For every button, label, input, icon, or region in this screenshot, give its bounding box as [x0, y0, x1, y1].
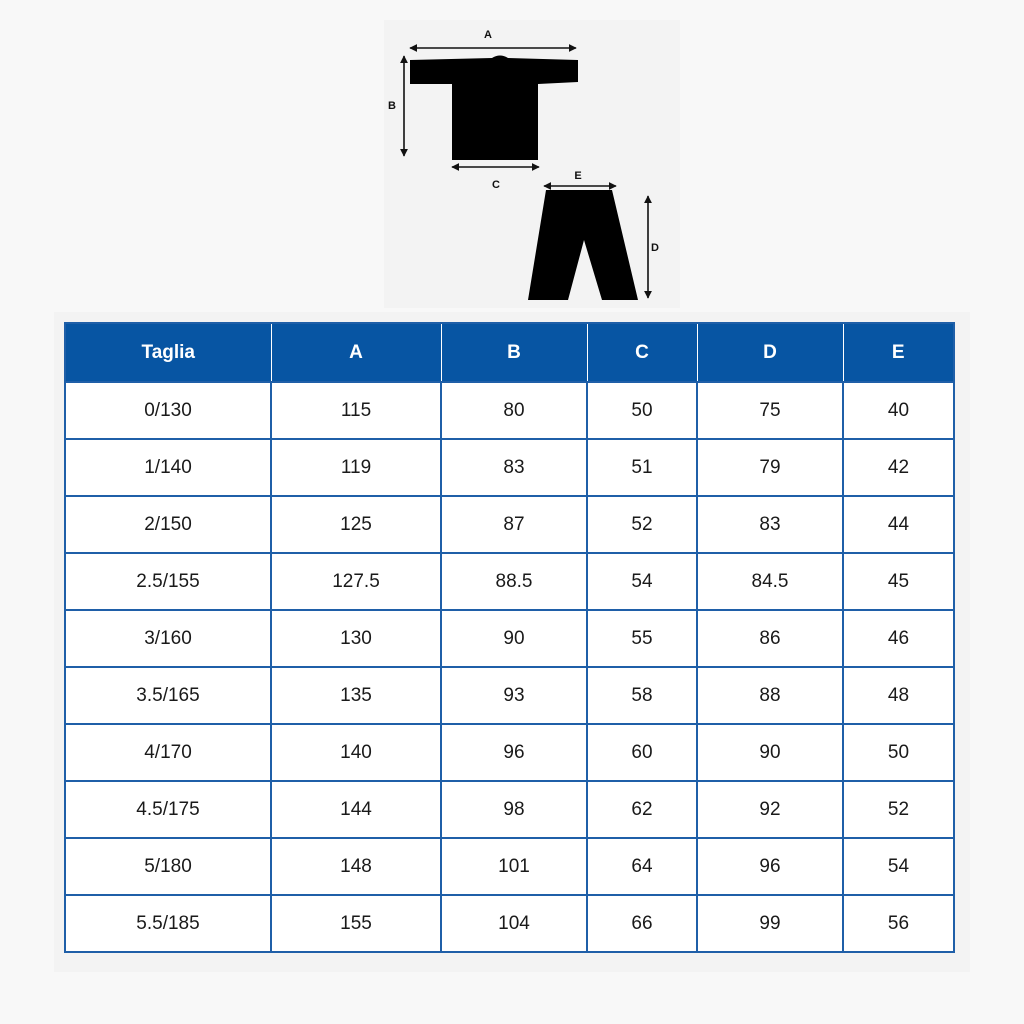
size-table-body [65, 382, 954, 952]
cell-a: 119 [271, 439, 441, 496]
cell-e: 46 [843, 610, 954, 667]
cell-e: 48 [843, 667, 954, 724]
cell-a: 144 [271, 781, 441, 838]
cell-d: 99 [697, 895, 843, 952]
cell-taglia: 1/140 [65, 439, 271, 496]
cell-d: 92 [697, 781, 843, 838]
header-row [65, 323, 954, 382]
cell-a: 140 [271, 724, 441, 781]
cell-taglia: 5/180 [65, 838, 271, 895]
dimension-d-label: D [651, 242, 659, 254]
cell-d: 96 [697, 838, 843, 895]
dimension-c-label: C [492, 179, 500, 191]
table-row [65, 667, 954, 724]
cell-d: 84.5 [697, 553, 843, 610]
cell-taglia: 2/150 [65, 496, 271, 553]
table-row [65, 553, 954, 610]
cell-c: 64 [587, 838, 697, 895]
cell-b: 80 [441, 382, 587, 439]
cell-e: 42 [843, 439, 954, 496]
size-diagram [384, 20, 680, 308]
header-cell-c: C [587, 323, 697, 382]
cell-b: 104 [441, 895, 587, 952]
cell-d: 90 [697, 724, 843, 781]
table-row [65, 781, 954, 838]
cell-e: 52 [843, 781, 954, 838]
table-row [65, 895, 954, 952]
dimension-a-label: A [484, 29, 492, 41]
header-cell-taglia: Taglia [65, 323, 271, 382]
size-table-panel [54, 312, 970, 972]
table-row [65, 610, 954, 667]
cell-taglia: 5.5/185 [65, 895, 271, 952]
cell-taglia: 3.5/165 [65, 667, 271, 724]
cell-b: 88.5 [441, 553, 587, 610]
cell-b: 96 [441, 724, 587, 781]
table-row [65, 838, 954, 895]
cell-d: 75 [697, 382, 843, 439]
cell-b: 90 [441, 610, 587, 667]
cell-d: 86 [697, 610, 843, 667]
cell-taglia: 3/160 [65, 610, 271, 667]
cell-taglia: 2.5/155 [65, 553, 271, 610]
jacket-icon [410, 56, 578, 161]
cell-c: 51 [587, 439, 697, 496]
header-cell-a: A [271, 323, 441, 382]
cell-b: 83 [441, 439, 587, 496]
trousers-icon [528, 190, 638, 300]
header-cell-d: D [697, 323, 843, 382]
cell-taglia: 4/170 [65, 724, 271, 781]
table-row [65, 439, 954, 496]
cell-a: 155 [271, 895, 441, 952]
cell-e: 54 [843, 838, 954, 895]
header-cell-e: E [843, 323, 954, 382]
cell-e: 56 [843, 895, 954, 952]
table-row [65, 724, 954, 781]
header-cell-b: B [441, 323, 587, 382]
cell-c: 55 [587, 610, 697, 667]
cell-d: 79 [697, 439, 843, 496]
cell-e: 40 [843, 382, 954, 439]
cell-c: 54 [587, 553, 697, 610]
cell-a: 115 [271, 382, 441, 439]
cell-c: 50 [587, 382, 697, 439]
cell-c: 62 [587, 781, 697, 838]
cell-a: 125 [271, 496, 441, 553]
garment-diagram-svg [384, 20, 680, 308]
dimension-e-label: E [574, 170, 582, 182]
cell-a: 130 [271, 610, 441, 667]
table-row [65, 496, 954, 553]
cell-c: 66 [587, 895, 697, 952]
cell-c: 52 [587, 496, 697, 553]
cell-e: 45 [843, 553, 954, 610]
cell-b: 87 [441, 496, 587, 553]
cell-a: 135 [271, 667, 441, 724]
cell-b: 101 [441, 838, 587, 895]
cell-d: 88 [697, 667, 843, 724]
table-row [65, 382, 954, 439]
dimension-b-label: B [388, 100, 396, 112]
cell-c: 58 [587, 667, 697, 724]
cell-c: 60 [587, 724, 697, 781]
cell-b: 93 [441, 667, 587, 724]
size-table [64, 322, 955, 953]
cell-taglia: 0/130 [65, 382, 271, 439]
cell-a: 127.5 [271, 553, 441, 610]
cell-b: 98 [441, 781, 587, 838]
cell-e: 50 [843, 724, 954, 781]
cell-taglia: 4.5/175 [65, 781, 271, 838]
cell-e: 44 [843, 496, 954, 553]
cell-a: 148 [271, 838, 441, 895]
cell-d: 83 [697, 496, 843, 553]
size-table-header [65, 323, 954, 382]
